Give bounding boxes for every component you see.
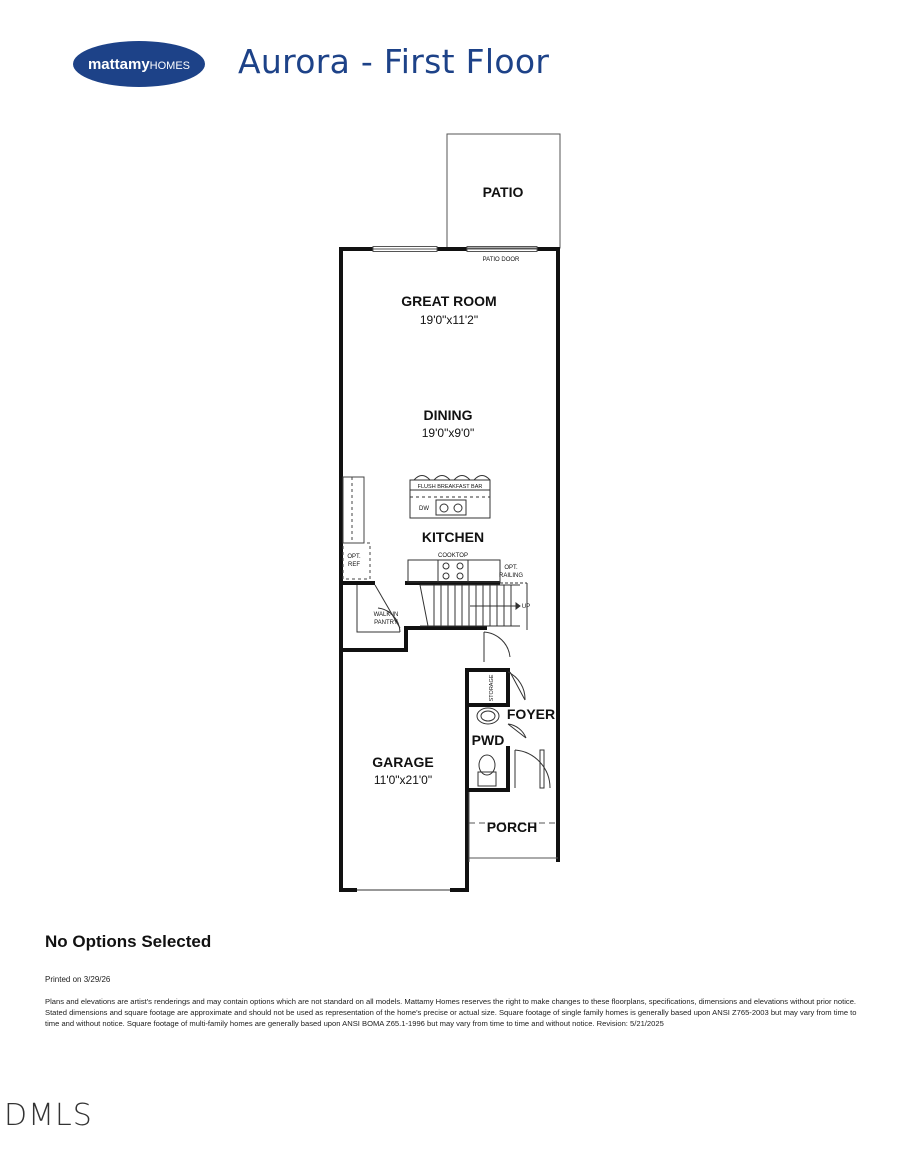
garage-label: GARAGE bbox=[372, 754, 434, 770]
dishwasher-label: DW bbox=[419, 506, 429, 512]
stairs-up-label: UP bbox=[521, 604, 531, 610]
exterior-walls bbox=[339, 247, 559, 892]
staircase bbox=[420, 583, 527, 630]
dining-dimensions: 19'0"x9'0" bbox=[421, 426, 475, 440]
mls-watermark: DMLS bbox=[4, 1098, 93, 1133]
dining-label: DINING bbox=[423, 407, 473, 423]
patio-label: PATIO bbox=[482, 184, 524, 200]
great-room-dimensions: 19'0"x11'2" bbox=[419, 313, 479, 327]
printed-date: Printed on 3/29/26 bbox=[45, 975, 111, 984]
options-status: No Options Selected bbox=[45, 932, 212, 951]
pantry-label-line1: WALK-IN bbox=[373, 612, 399, 618]
disclaimer-text: Plans and elevations are artist's renderings and may contain options which are not standard on all models. Mattamy Homes reserves the right to make changes to these floorplans, specifications, dimensions and elevations without prior notice. Stated dimensions and square footage are approximate and should not be used as representation of the home's precise or actual size. Square footage of single family homes is generally based upon ANSI Z765-2003 but may vary from time to time and without notice. Square footage of multi-family homes are generally based upon ANSI BOMA Z65.1-1996 but may vary from time to time and without notice. Revision: 5/21/2025 bbox=[45, 997, 857, 1028]
pantry-label-line2: PANTRY bbox=[374, 620, 398, 626]
powder-label: PWD bbox=[471, 732, 505, 748]
opt-ref-label-line2: REF bbox=[348, 562, 360, 568]
storage-label: STORAGE bbox=[489, 674, 495, 702]
patio-door-label: PATIO DOOR bbox=[482, 257, 520, 263]
cooktop-counter bbox=[408, 560, 500, 582]
cooktop-label: COOKTOP bbox=[438, 553, 468, 559]
opt-ref-label-line1: OPT. bbox=[347, 554, 361, 560]
opt-railing-label-line1: OPT. bbox=[504, 565, 518, 571]
porch-label: PORCH bbox=[486, 819, 538, 835]
opt-railing-label-line2: RAILING bbox=[498, 573, 524, 579]
great-room-label: GREAT ROOM bbox=[401, 293, 497, 309]
garage-dimensions: 11'0"x21'0" bbox=[373, 773, 433, 787]
foyer-label: FOYER bbox=[506, 706, 556, 722]
breakfast-bar-label: FLUSH BREAKFAST BAR bbox=[417, 484, 483, 490]
logo-primary-text: mattamy bbox=[87, 56, 150, 73]
logo-secondary-text: HOMES bbox=[149, 60, 191, 72]
kitchen-label: KITCHEN bbox=[421, 529, 485, 545]
page-title: Aurora - First Floor bbox=[238, 42, 550, 81]
